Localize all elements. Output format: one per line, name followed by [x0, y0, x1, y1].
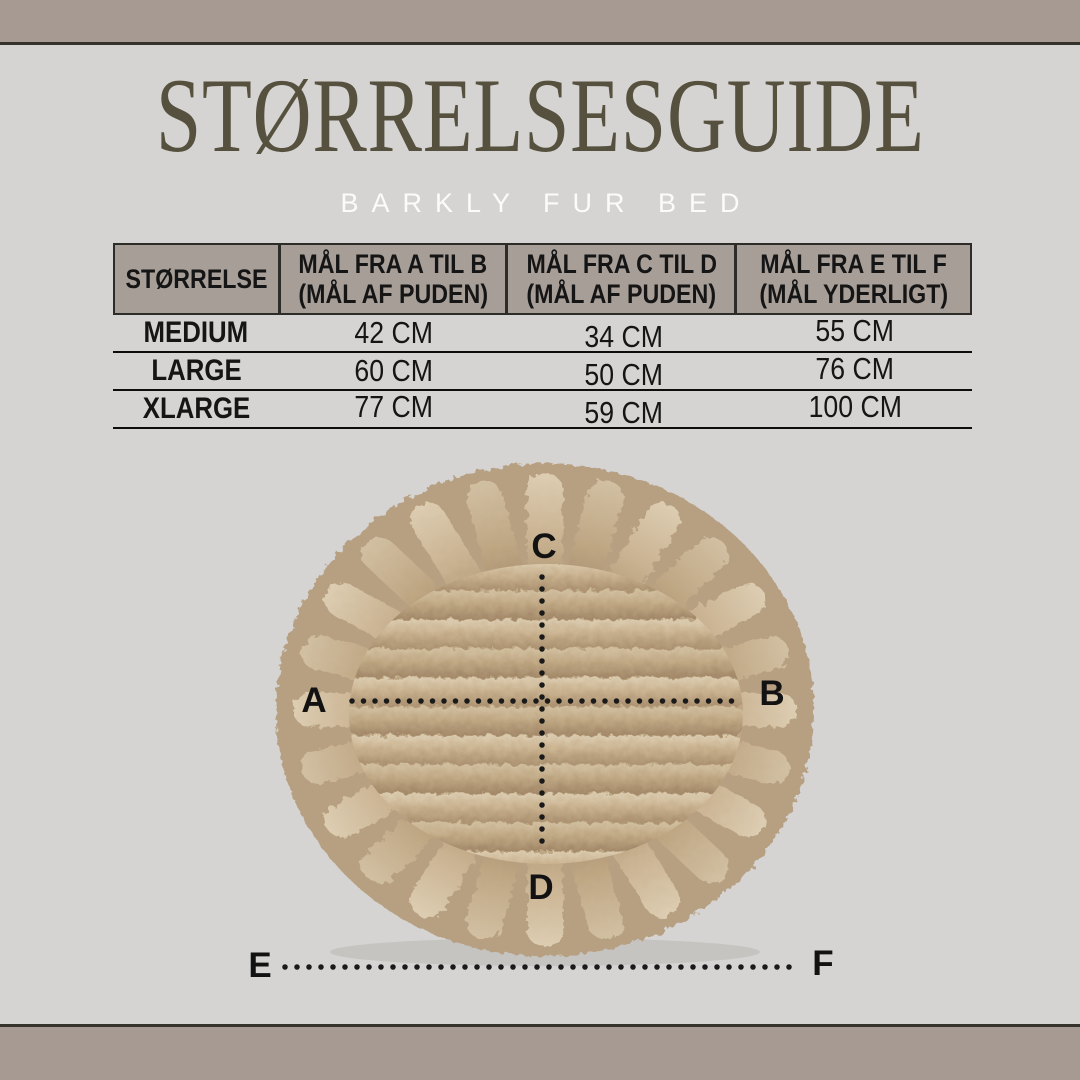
- size-table-header-row: [113, 243, 972, 315]
- page-title: [0, 58, 1080, 173]
- measure-cell-e-to-f: 100 CM: [808, 389, 902, 424]
- measure-cell-c-to-d: 50 CM: [583, 357, 663, 392]
- measurement-label-e: E: [248, 946, 272, 985]
- page-title-text: STØRRELSESGUIDE: [155, 56, 925, 174]
- measure-cell-c-to-d: 34 CM: [583, 319, 663, 354]
- size-table: [113, 243, 972, 429]
- header-cell-a-to-b: MÅL FRA A TIL B (MÅL AF PUDEN): [281, 245, 508, 313]
- table-row-xlarge: [113, 391, 972, 429]
- size-cell: XLARGE: [142, 392, 251, 425]
- page-subtitle: BARKLY FUR BED: [340, 187, 753, 218]
- measurement-label-d: D: [528, 868, 554, 907]
- top-frame-band: [0, 0, 1080, 45]
- measure-cell-e-to-f: 76 CM: [815, 351, 895, 386]
- measurement-label-b: B: [759, 674, 785, 713]
- measure-cell-c-to-d: 59 CM: [583, 395, 663, 430]
- table-row-large: [113, 353, 972, 391]
- measure-cell-a-to-b: 77 CM: [354, 389, 434, 424]
- header-cell-c-to-d: MÅL FRA C TIL D (MÅL AF PUDEN): [508, 245, 737, 313]
- measure-cell-a-to-b: 42 CM: [354, 315, 434, 350]
- size-cell: LARGE: [151, 354, 242, 387]
- measure-cell-e-to-f: 55 CM: [815, 313, 895, 348]
- header-cell-size: STØRRELSE: [115, 245, 281, 313]
- table-row-medium: [113, 315, 972, 353]
- header-cell-e-to-f: MÅL FRA E TIL F (MÅL YDERLIGT): [759, 249, 949, 309]
- measure-cell-a-to-b: 60 CM: [354, 353, 434, 388]
- measurement-label-a: A: [301, 681, 327, 720]
- measurement-label-f: F: [812, 944, 834, 983]
- size-cell: MEDIUM: [144, 316, 249, 349]
- bottom-frame-band: [0, 1024, 1080, 1080]
- measurement-label-c: C: [531, 527, 557, 566]
